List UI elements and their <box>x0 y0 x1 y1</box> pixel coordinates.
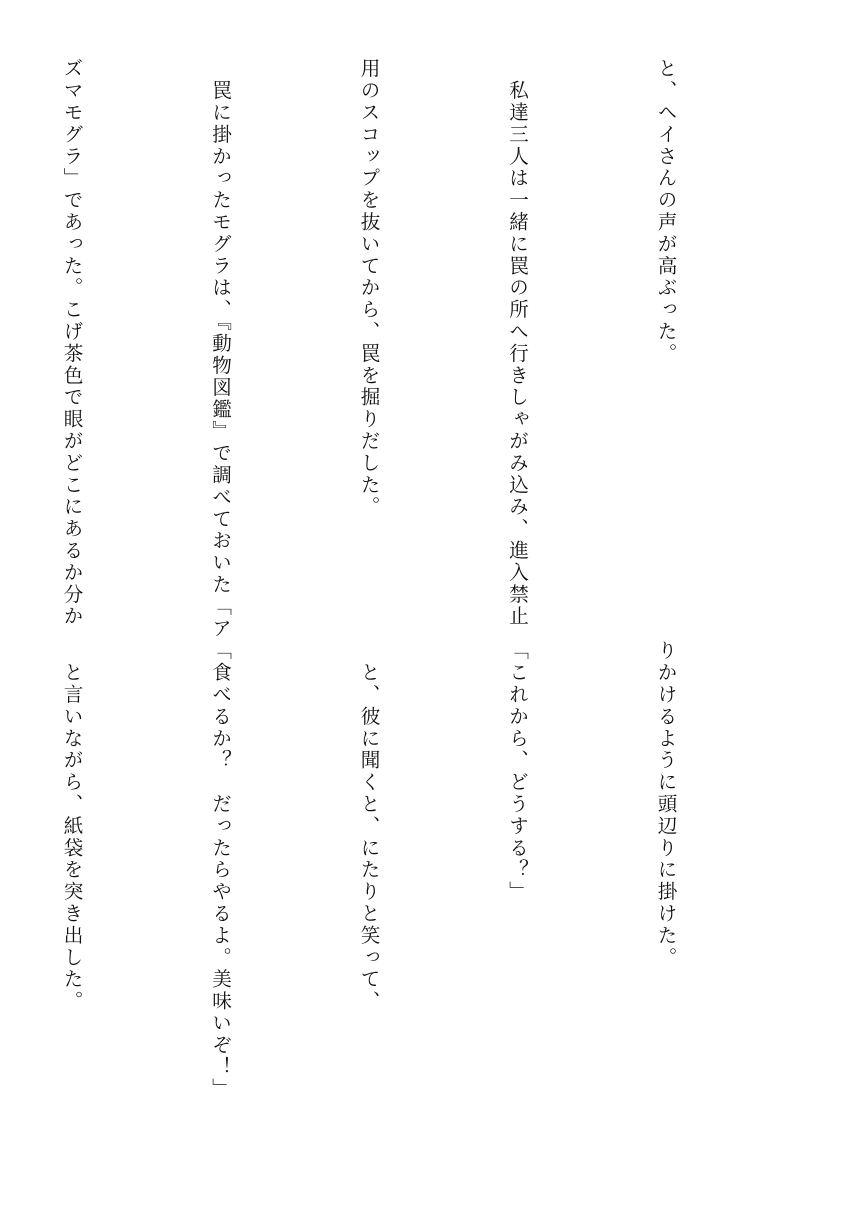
text-line: と、ヘイさんの声が高ぶった。 <box>654 58 677 365</box>
text-line: 私達三人は一緒に罠の所へ行きしゃがみ込み、進入禁止 <box>505 58 529 628</box>
lower-text-block <box>0 640 789 1160</box>
text-line: ズマモグラ」であった。こげ茶色で眼がどこにあるか分か <box>60 58 83 628</box>
text-line: りかけるように頭辺りに掛けた。 <box>654 640 677 969</box>
text-line: と、彼に聞くと、にたりと笑って、 <box>357 640 380 1013</box>
text-line: 罠に掛かったモグラは、『動物図鑑』で調べておいた「ア <box>208 58 232 640</box>
text-line: 「これから、どうする？」 <box>505 640 529 903</box>
text-line: 用のスコップを抜いてから、罠を掘りだした。 <box>357 58 380 518</box>
text-line: 「食べるか？ だったらやるよ。美味いぞ！」 <box>208 640 232 1100</box>
text-line: と言いながら、紙袋を突き出した。 <box>60 640 83 1013</box>
upper-text-block <box>0 58 789 640</box>
